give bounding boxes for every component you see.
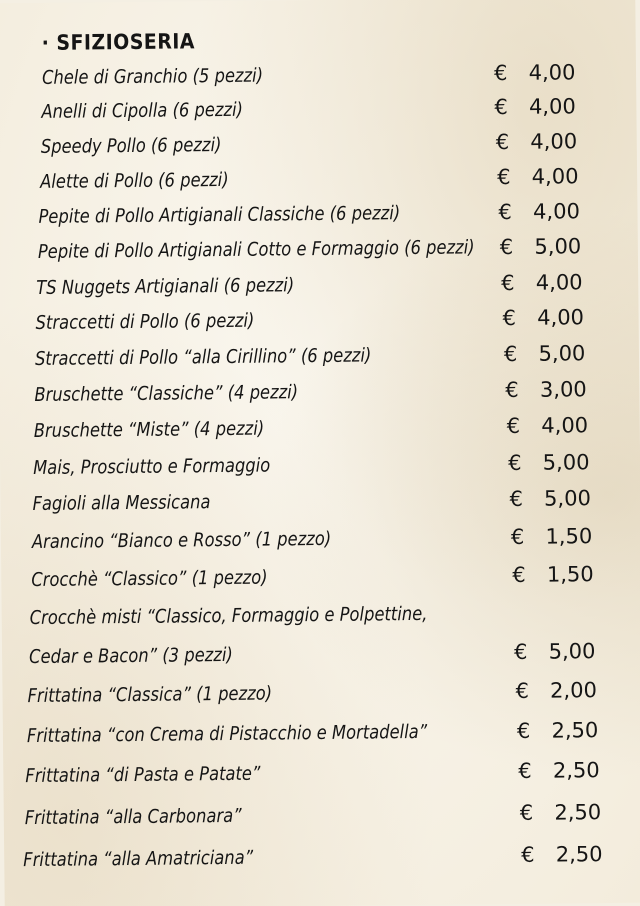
section-title: · SFIZIOSERIA [41,29,196,55]
currency-symbol: € [503,341,518,367]
price-value: 2,00 [549,678,597,703]
menu-item-name: Crocchè “Classico” (1 pezzo) [31,566,268,592]
price-value: 4,00 [541,413,589,438]
menu-item-price [507,408,589,443]
currency-symbol: € [507,450,522,476]
price-value: 4,00 [528,94,576,119]
menu-item-price [505,372,587,407]
menu-item-price [517,713,599,748]
currency-symbol: € [518,758,532,783]
menu-item-price [498,194,580,229]
currency-symbol: € [501,270,515,296]
menu-item-name: Speedy Pollo (6 pezzi) [40,134,222,158]
menu-item-name: Anelli di Cipolla (6 pezzi) [41,98,244,123]
menu-item-name: Pepite di Pollo Artigianali Classiche (6 pezzi) [38,202,401,228]
menu-item-price [508,445,590,480]
menu-item-name: Frittatina “di Pasta e Patate” [25,762,261,788]
menu-item-price [501,265,583,300]
price-value: 3,00 [539,377,587,402]
menu-item-name: Frittatina “Classica” (1 pezzo) [27,682,273,708]
menu-item-price [511,519,593,554]
price-value: 4,00 [528,60,576,85]
menu-item-price [512,557,594,592]
currency-symbol: € [516,718,531,743]
currency-symbol: € [510,524,525,550]
price-value: 5,00 [542,450,590,475]
price-value: 5,00 [534,234,582,259]
currency-symbol: € [521,842,535,867]
menu-item-name: Bruschette “Classiche” (4 pezzi) [34,381,299,406]
currency-symbol: € [519,800,534,825]
menu-item-name-continued: Cedar e Bacon” (3 pezzi) [29,643,233,669]
price-value: 5,00 [543,486,591,511]
menu-item-name: Chele di Granchio (5 pezzi) [41,64,264,89]
currency-symbol: € [515,678,530,703]
currency-symbol: € [509,486,523,512]
menu-item-name: Arancino “Bianco e Rosso” (1 pezzo) [31,527,332,554]
menu-item-price [502,300,584,335]
price-value: 1,50 [545,524,593,549]
price-value: 2,50 [554,800,602,825]
currency-symbol: € [502,305,517,331]
menu-item-name: Alette di Pollo (6 pezzi) [40,168,229,193]
menu-item-name: Frittatina “con Crema di Pistacchio e Mortadella” [26,720,428,748]
currency-symbol: € [513,639,528,664]
currency-symbol: € [512,562,526,587]
menu-item-price [496,124,578,159]
menu-item-price [520,795,602,830]
price-value: 4,00 [532,199,580,224]
menu-item-price [497,159,579,194]
currency-symbol: € [494,95,508,120]
menu-item-name: Frittatina “alla Amatriciana” [23,846,254,872]
menu-item-name: Pepite di Pollo Artigianali Cotto e Formaggio (6 pezzi) [37,236,475,263]
menu-item-price [521,837,603,872]
menu-item-name: TS Nuggets Artigianali (6 pezzi) [36,274,295,299]
currency-symbol: € [496,164,511,190]
menu-item-price [494,55,576,90]
menu-item-price [509,481,591,516]
price-value: 2,50 [552,758,600,783]
currency-symbol: € [498,199,512,225]
menu-item-name: Straccetti di Pollo “alla Cirillino” (6 pezzi) [34,344,372,370]
menu-item-name: Crocchè misti “Classico, Formaggio e Polpettine, [29,602,428,630]
price-value: 4,00 [531,164,579,189]
price-value: 5,00 [538,341,586,366]
price-value: 2,50 [551,718,599,743]
currency-symbol: € [506,413,521,439]
currency-symbol: € [495,130,510,155]
menu-item-name: Frittatina “alla Carbonara” [24,804,242,830]
price-value: 4,00 [530,129,578,154]
menu-item-price [500,229,582,264]
menu-item-price [514,634,596,669]
menu-item-price [504,336,586,371]
menu-item-name: Bruschette “Miste” (4 pezzi) [33,417,265,442]
price-value: 1,50 [546,562,594,587]
menu-item-name: Straccetti di Pollo (6 pezzi) [35,309,255,334]
currency-symbol: € [493,61,508,86]
menu-item-price [515,673,597,708]
menu-item-price [518,753,600,788]
currency-symbol: € [499,234,514,260]
menu-item-price [494,89,576,124]
menu-item-name: Fagioli alla Messicana [32,491,211,516]
currency-symbol: € [505,377,519,403]
price-value: 4,00 [535,270,583,295]
price-value: 5,00 [548,639,596,664]
menu-item-name: Mais, Prosciutto e Formaggio [33,454,271,480]
price-value: 4,00 [537,305,585,330]
price-value: 2,50 [555,842,603,867]
